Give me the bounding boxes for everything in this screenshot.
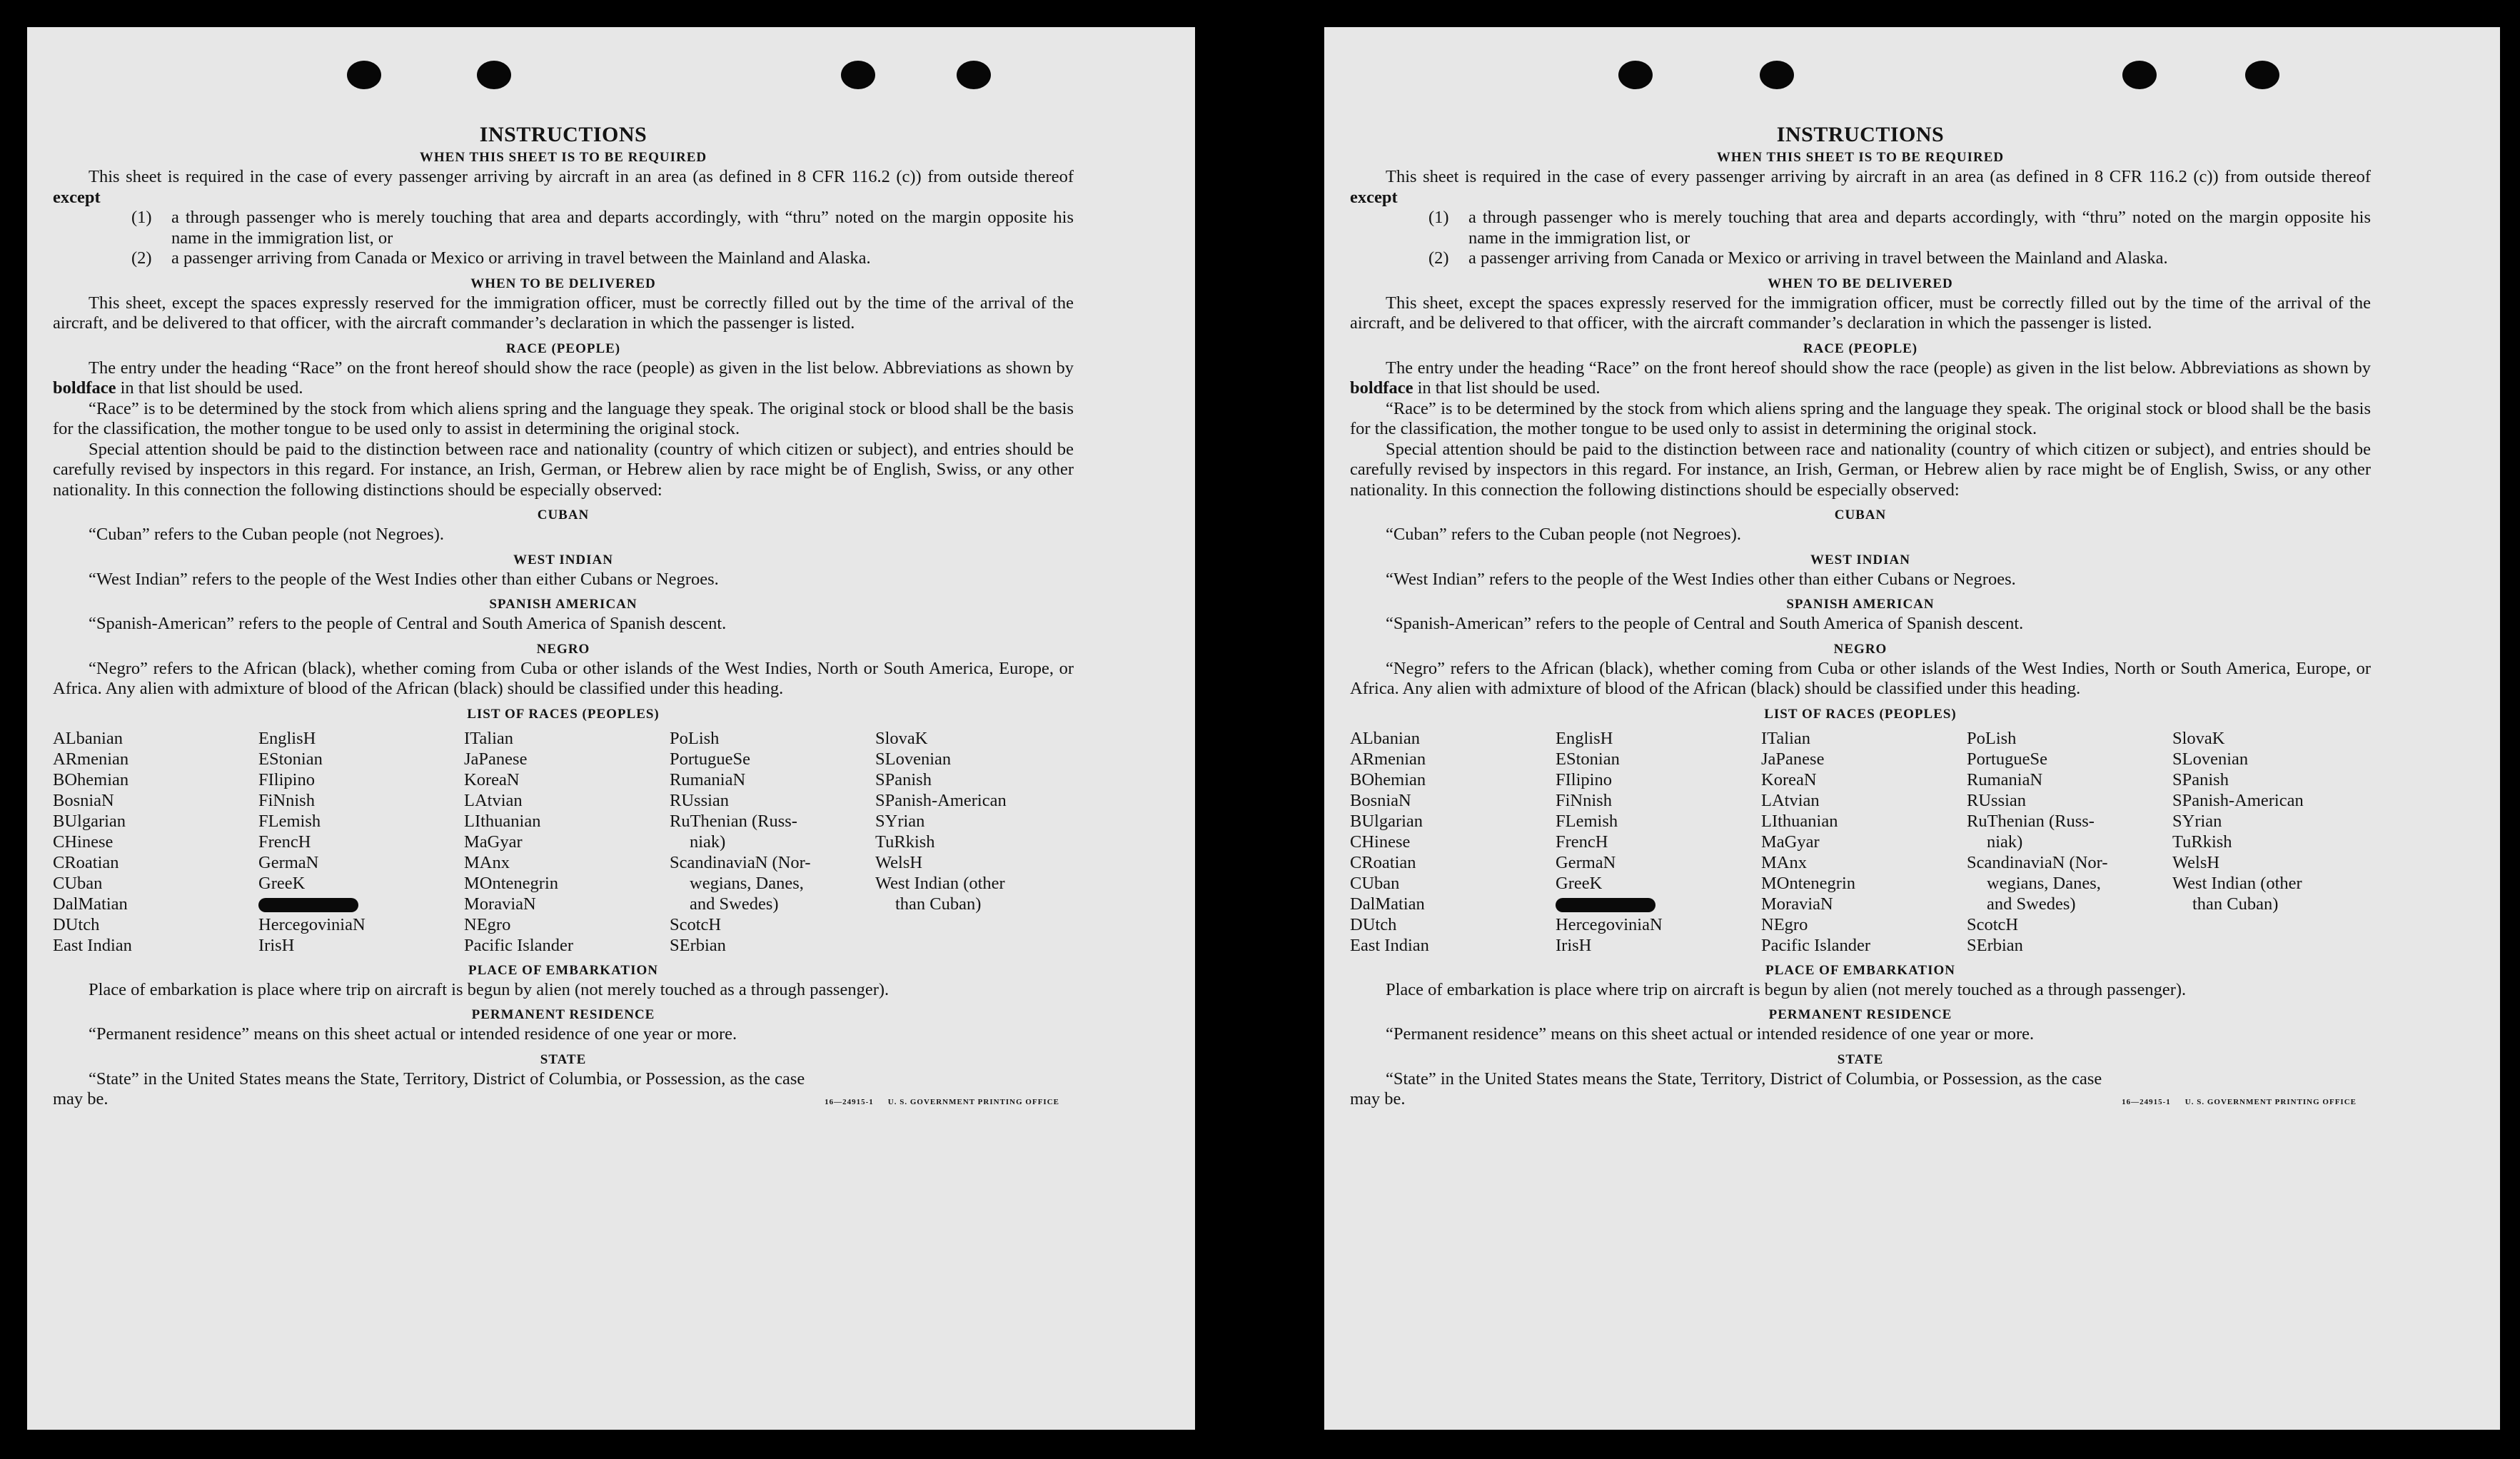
race-entry: East Indian [1350,935,1429,955]
race-column [670,728,875,956]
punch-hole-icon [1760,61,1794,89]
race-entry: SErbian [1967,935,2023,955]
race-entry: ScotcH [1967,914,2019,934]
race-paragraph-3: Special attention should be paid to the distinction between race and nationality (country of which citizen or subject), and entries should be carefully revised by inspectors in this regard. For instance, an Irish, German, or Hebrew alien by race might be of English, Swiss, or any other nationality. In this connection the following distinctions should be especially observed: [1350,439,2371,500]
footer-row [53,1089,1074,1113]
race-entry: MoraviaN [464,894,536,914]
race-entry: Pacific Islander [1761,935,1871,955]
race-entry: DalMatian [1350,894,1425,914]
race-entry: CUban [1350,873,1400,893]
race-entry: niak) [690,832,726,852]
race-paragraph-3: Special attention should be paid to the distinction between race and nationality (country of which citizen or subject), and entries should be carefully revised by inspectors in this regard. For instance, an Irish, German, or Hebrew alien by race might be of English, Swiss, or any other nationality. In this connection the following distinctions should be especially observed: [53,439,1074,500]
page-title: INSTRUCTIONS [479,123,647,146]
race-list-heading: LIST OF RACES (PEOPLES) [1764,706,1957,722]
race-entry: FIlipino [258,769,315,789]
race-column [1350,728,1556,956]
race-entry: BOhemian [53,769,129,789]
race-entry: wegians, Danes, [690,873,804,893]
race-entry: ScandinaviaN (Nor- [1967,852,2108,872]
race-entry: ITalian [464,728,514,748]
race-entry: DUtch [53,914,100,934]
race-entry: NEgro [464,914,511,934]
race-heading: RACE (PEOPLE) [1803,340,1918,356]
cuban-heading: CUBAN [1834,508,1887,522]
state-text-end: may be. [1350,1089,1406,1109]
race-entry: RuThenian (Russ- [670,811,797,831]
race-column [2172,728,2378,956]
when-required-intro: This sheet is required in the case of every passenger arriving by aircraft in an area (as defined in 8 CFR 116.2 (c)) from outside thereof except [53,167,1074,207]
race-entry: RuThenian (Russ- [1967,811,2095,831]
race-entry: NEgro [1761,914,1808,934]
race-entry: IrisH [258,935,295,955]
race-entry: HercegoviniaN [258,914,366,934]
race-entry: PoLish [670,728,720,748]
when-required-intro: This sheet is required in the case of every passenger arriving by aircraft in an area (as defined in 8 CFR 116.2 (c)) from outside thereof except [1350,167,2371,207]
when-delivered-heading: WHEN TO BE DELIVERED [1768,276,1953,291]
spanish-american-heading: SPANISH AMERICAN [489,597,637,612]
race-entry: ITalian [1761,728,1811,748]
state-heading: STATE [1837,1051,1884,1067]
race-entry: PoLish [1967,728,2017,748]
race-entry: CHinese [53,832,114,852]
race-entry: FrencH [1556,832,1608,852]
negro-text: “Negro” refers to the African (black), whether coming from Cuba or other islands of the West Indies, North or South America, Europe, or Africa. Any alien with admixture of blood of the African (black) should be classified under this heading. [53,658,1074,698]
race-entry: BosniaN [53,790,114,810]
race-entry: FLemish [258,811,321,831]
race-entry: GermaN [1556,852,1616,872]
race-list [53,728,1074,956]
footer-row [1350,1089,2371,1113]
state-text: “State” in the United States means the State, Territory, District of Columbia, or Possession, as the case [1386,1069,2102,1089]
race-entry: SYrian [875,811,925,831]
race-entry: ScotcH [670,914,722,934]
redaction-mark [258,894,464,914]
cuban-text: “Cuban” refers to the Cuban people (not Negroes). [1386,525,1741,544]
print-code: 16—24915-1 U. S. GOVERNMENT PRINTING OFFICE [2122,1098,2357,1106]
state-text-end: may be. [53,1089,109,1109]
scan-page-right [1324,27,2500,1430]
race-entry: ScandinaviaN (Nor- [670,852,811,872]
race-entry: GreeK [258,873,306,893]
race-paragraph-1: The entry under the heading “Race” on the front hereof should show the race (people) as given in the list below. Abbreviations as shown by boldface in that list should be used. [53,358,1074,398]
race-entry: BosniaN [1350,790,1411,810]
race-entry: SYrian [2172,811,2222,831]
exception-item-1: (1) a through passenger who is merely touching that area and departs accordingly, with “thru” noted on the margin opposite his name in the immigration list, or [131,208,1074,248]
when-delivered-text: This sheet, except the spaces expressly reserved for the immigration officer, must be correctly filled out by the time of the arrival of the aircraft, and be delivered to that officer, with the aircraft commander’s declaration in which the passenger is listed. [53,293,1074,333]
race-entry: RumaniaN [670,769,746,789]
race-entry: ALbanian [1350,728,1420,748]
race-entry: RumaniaN [1967,769,2043,789]
embarkation-heading: PLACE OF EMBARKATION [1765,962,1955,978]
race-entry: GreeK [1556,873,1603,893]
negro-heading: NEGRO [1833,641,1888,657]
when-delivered-heading: WHEN TO BE DELIVERED [470,276,656,291]
print-code: 16—24915-1 U. S. GOVERNMENT PRINTING OFFICE [825,1098,1059,1106]
race-entry: SPanish-American [2172,790,2304,810]
race-entry: MAnx [1761,852,1807,872]
race-entry: ALbanian [53,728,123,748]
race-entry: EnglisH [258,728,316,748]
race-entry: EStonian [1556,749,1620,769]
race-entry: SPanish-American [875,790,1007,810]
residence-text: “Permanent residence” means on this sheet actual or intended residence of one year or more. [1386,1024,2035,1044]
west-indian-heading: WEST INDIAN [1810,552,1910,567]
west-indian-text: “West Indian” refers to the people of the West Indies other than either Cubans or Negroes. [1386,569,2016,589]
race-entry: LIthuanian [1761,811,1838,831]
race-entry: CHinese [1350,832,1411,852]
race-entry: RUssian [1967,790,2027,810]
race-entry: ARmenian [53,749,129,769]
race-entry: SPanish [875,769,932,789]
race-entry: SlovaK [875,728,928,748]
race-entry: JaPanese [464,749,528,769]
race-entry: JaPanese [1761,749,1825,769]
race-list-heading: LIST OF RACES (PEOPLES) [467,706,660,722]
when-required-heading: WHEN THIS SHEET IS TO BE REQUIRED [1716,150,2005,165]
race-entry: TuRkish [875,832,935,852]
state-text: “State” in the United States means the State, Territory, District of Columbia, or Possession, as the case [89,1069,805,1089]
race-entry: PortugueSe [670,749,750,769]
race-entry: HercegoviniaN [1556,914,1663,934]
race-heading: RACE (PEOPLE) [505,340,621,356]
race-entry: MOntenegrin [1761,873,1855,893]
race-entry: MoraviaN [1761,894,1833,914]
exception-item-2: (2) a passenger arriving from Canada or Mexico or arriving in travel between the Mainland and Alaska. [131,248,871,268]
redaction-blot-icon [1556,898,1655,912]
race-entry: KoreaN [464,769,520,789]
residence-heading: PERMANENT RESIDENCE [471,1007,655,1022]
race-entry: niak) [1987,832,2023,852]
punch-hole-icon [347,61,381,89]
race-entry: ARmenian [1350,749,1426,769]
race-entry: BUlgarian [53,811,126,831]
state-heading: STATE [540,1051,587,1067]
redaction-blot-icon [258,898,358,912]
race-column [1761,728,1967,956]
race-entry: West Indian (other [875,873,1005,893]
race-column [464,728,670,956]
spanish-american-text: “Spanish-American” refers to the people of Central and South America of Spanish descent. [1386,614,2024,633]
race-column [1967,728,2172,956]
race-list [1350,728,2371,956]
race-entry: SErbian [670,935,726,955]
residence-heading: PERMANENT RESIDENCE [1768,1007,1952,1022]
race-entry: FLemish [1556,811,1618,831]
punch-hole-icon [841,61,875,89]
race-entry: wegians, Danes, [1987,873,2101,893]
race-entry: MAnx [464,852,510,872]
race-column [258,728,464,956]
exception-item-1: (1) a through passenger who is merely touching that area and departs accordingly, with “thru” noted on the margin opposite his name in the immigration list, or [1428,208,2371,248]
race-entry: East Indian [53,935,132,955]
punch-hole-icon [1618,61,1653,89]
race-entry: FIlipino [1556,769,1612,789]
embarkation-heading: PLACE OF EMBARKATION [468,962,658,978]
race-column [1556,728,1761,956]
exception-item-2: (2) a passenger arriving from Canada or Mexico or arriving in travel between the Mainland and Alaska. [1428,248,2168,268]
race-entry: PortugueSe [1967,749,2047,769]
punch-hole-icon [957,61,991,89]
cuban-heading: CUBAN [537,508,590,522]
spanish-american-text: “Spanish-American” refers to the people of Central and South America of Spanish descent. [89,614,727,633]
race-entry: than Cuban) [895,894,982,914]
race-entry: TuRkish [2172,832,2232,852]
race-entry: MOntenegrin [464,873,558,893]
spanish-american-heading: SPANISH AMERICAN [1786,597,1935,612]
race-entry: EStonian [258,749,323,769]
race-entry: SPanish [2172,769,2229,789]
when-required-heading: WHEN THIS SHEET IS TO BE REQUIRED [419,150,707,165]
embarkation-text: Place of embarkation is place where trip on aircraft is begun by alien (not merely touched as a through passenger). [89,979,889,999]
race-entry: FiNnish [1556,790,1612,810]
race-entry: IrisH [1556,935,1592,955]
scan-page-left [27,27,1195,1430]
race-entry: Pacific Islander [464,935,574,955]
cuban-text: “Cuban” refers to the Cuban people (not Negroes). [89,525,444,544]
race-paragraph-1: The entry under the heading “Race” on the front hereof should show the race (people) as given in the list below. Abbreviations as shown by boldface in that list should be used. [1350,358,2371,398]
race-entry: GermaN [258,852,319,872]
race-paragraph-2: “Race” is to be determined by the stock from which aliens spring and the language they speak. The original stock or blood shall be the basis for the classification, the mother tongue to be used only to assist in determining the original stock. [53,398,1074,438]
punch-hole-icon [2122,61,2157,89]
negro-text: “Negro” refers to the African (black), whether coming from Cuba or other islands of the West Indies, North or South America, Europe, or Africa. Any alien with admixture of blood of the African (black) should be classified under this heading. [1350,658,2371,698]
instruction-sheet-body [53,121,1074,1113]
race-entry: and Swedes) [690,894,779,914]
when-delivered-text: This sheet, except the spaces expressly reserved for the immigration officer, must be correctly filled out by the time of the arrival of the aircraft, and be delivered to that officer, with the aircraft commander’s declaration in which the passenger is listed. [1350,293,2371,333]
race-entry: FrencH [258,832,311,852]
negro-heading: NEGRO [536,641,590,657]
race-entry: DalMatian [53,894,128,914]
redaction-mark [1556,894,1761,914]
page-title: INSTRUCTIONS [1776,123,1945,146]
race-entry: CRoatian [1350,852,1416,872]
west-indian-text: “West Indian” refers to the people of the West Indies other than either Cubans or Negroes. [89,569,719,589]
race-paragraph-2: “Race” is to be determined by the stock from which aliens spring and the language they speak. The original stock or blood shall be the basis for the classification, the mother tongue to be used only to assist in determining the original stock. [1350,398,2371,438]
instruction-sheet-body [1350,121,2371,1113]
race-entry: MaGyar [1761,832,1820,852]
race-entry: KoreaN [1761,769,1817,789]
race-entry: WelsH [2172,852,2220,872]
race-entry: West Indian (other [2172,873,2302,893]
race-entry: SLovenian [2172,749,2249,769]
race-entry: LAtvian [1761,790,1820,810]
race-column [875,728,1081,956]
race-entry: LIthuanian [464,811,541,831]
punch-hole-icon [2245,61,2279,89]
embarkation-text: Place of embarkation is place where trip on aircraft is begun by alien (not merely touched as a through passenger). [1386,979,2187,999]
race-entry: BOhemian [1350,769,1426,789]
race-entry: DUtch [1350,914,1397,934]
race-entry: CUban [53,873,103,893]
race-entry: SLovenian [875,749,952,769]
race-entry: CRoatian [53,852,119,872]
race-entry: MaGyar [464,832,523,852]
race-entry: LAtvian [464,790,523,810]
race-entry: SlovaK [2172,728,2225,748]
race-column [53,728,258,956]
west-indian-heading: WEST INDIAN [513,552,613,567]
race-entry: FiNnish [258,790,315,810]
punch-hole-icon [477,61,511,89]
residence-text: “Permanent residence” means on this sheet actual or intended residence of one year or more. [89,1024,737,1044]
race-entry: and Swedes) [1987,894,2076,914]
race-entry: BUlgarian [1350,811,1423,831]
race-entry: than Cuban) [2192,894,2279,914]
race-entry: RUssian [670,790,730,810]
race-entry: EnglisH [1556,728,1613,748]
race-entry: WelsH [875,852,923,872]
